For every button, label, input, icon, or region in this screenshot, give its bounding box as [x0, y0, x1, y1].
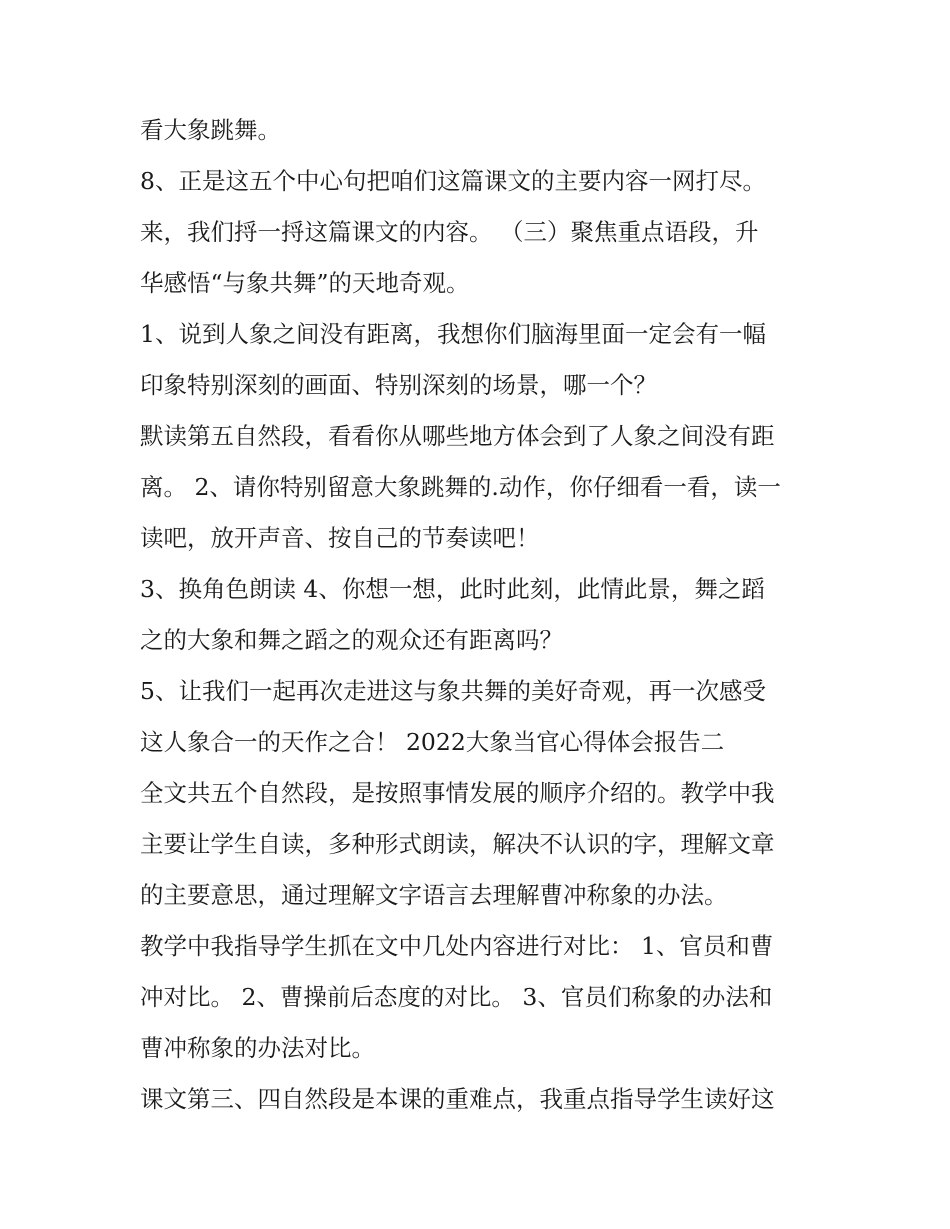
text-line: 主要让学生自读，多种形式朗读，解决不认识的字，理解文章	[140, 830, 775, 858]
text-line: 教学中我指导学生抓在文中几处内容进行对比： 1、官员和曹	[140, 932, 774, 960]
text-line: 课文第三、四自然段是本课的重难点，我重点指导学生读好这	[140, 1085, 775, 1113]
text-line: 8、正是这五个中心句把咱们这篇课文的主要内容一网打尽。	[140, 167, 766, 195]
text-line: 来，我们捋一捋这篇课文的内容。 （三）聚焦重点语段，升	[140, 218, 759, 246]
text-line: 离。 2、请你特别留意大象跳舞的.动作，你仔细看一看，读一	[140, 473, 781, 501]
text-line: 这人象合一的天作之合！ 2022大象当官心得体会报告二	[140, 728, 725, 756]
text-line: 读吧，放开声音、按自己的节奏读吧！	[140, 524, 540, 552]
text-line: 看大象跳舞。	[140, 116, 281, 144]
text-line: 的主要意思，通过理解文字语言去理解曹冲称象的办法。	[140, 881, 728, 909]
text-line: 之的大象和舞之蹈之的观众还有距离吗？	[140, 626, 563, 654]
text-line: 华感悟“与象共舞”的天地奇观。	[140, 269, 470, 297]
text-line: 全文共五个自然段，是按照事情发展的顺序介绍的。教学中我	[140, 779, 775, 807]
text-line: 5、让我们一起再次走进这与象共舞的美好奇观，再一次感受	[140, 677, 766, 705]
text-line: 冲对比。 2、曹操前后态度的对比。 3、官员们称象的办法和	[140, 983, 773, 1011]
text-line: 曹冲称象的办法对比。	[140, 1034, 375, 1062]
document-body	[140, 108, 830, 1128]
text-line: 3、换角色朗读 4、你想一想，此时此刻，此情此景，舞之蹈	[140, 575, 765, 603]
text-line: 1、说到人象之间没有距离，我想你们脑海里面一定会有一幅	[140, 320, 766, 348]
text-line: 印象特别深刻的画面、特别深刻的场景，哪一个？	[140, 371, 657, 399]
text-line: 默读第五自然段，看看你从哪些地方体会到了人象之间没有距	[140, 422, 775, 450]
